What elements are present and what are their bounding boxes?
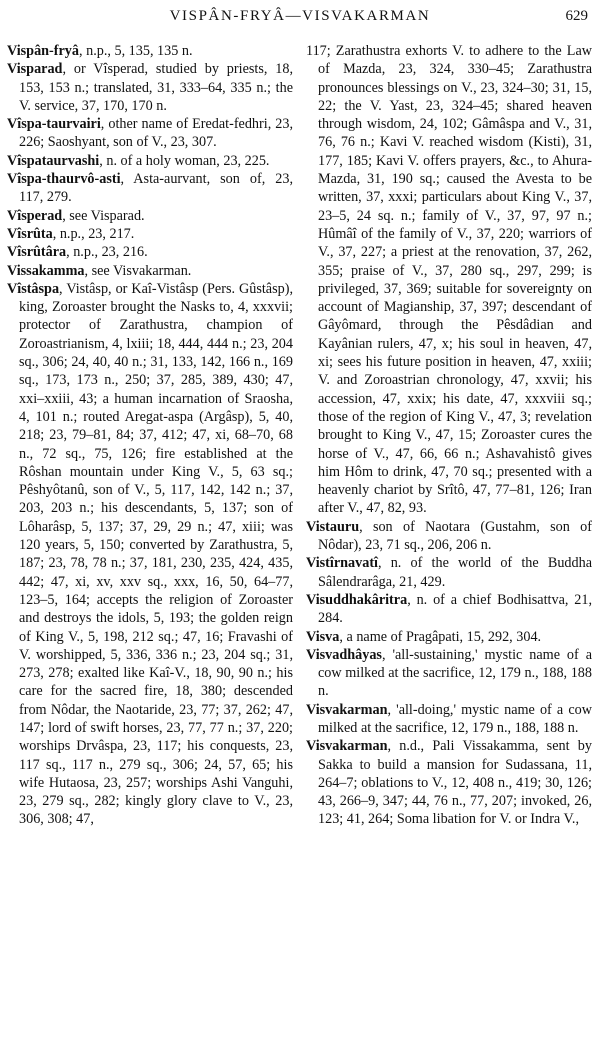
entry-headword: Visuddhakâritra <box>306 591 408 608</box>
entry-headword: Vissakamma <box>7 262 85 279</box>
entry-headword: Vîstâspa <box>7 280 60 297</box>
index-entry <box>306 628 592 646</box>
index-entry <box>306 737 592 828</box>
index-entry <box>7 207 293 225</box>
entry-headword: Vîsperad <box>7 207 63 224</box>
index-entry <box>7 280 293 829</box>
index-entry <box>7 42 293 60</box>
entry-text: , son of Naotara (Gustahm, son of Nôdar), 23, 71 sq., 206, 206 n. <box>318 518 592 554</box>
index-entry <box>7 115 293 152</box>
entry-text: , see Visvakarman. <box>84 262 192 279</box>
index-entry-continuation <box>306 42 592 518</box>
entry-text: , n. of a chief Bodhisattva, 21, 284. <box>318 591 592 627</box>
entry-headword: Vîspa-taurvairi <box>7 116 101 133</box>
entry-headword: Vispân-fryâ <box>7 43 79 59</box>
entry-text: , 'all-sustaining,' mystic name of a cow milked at the sacrifice, 12, 179 n., 188, 188 n. <box>318 646 592 700</box>
entry-text: , n.d., Pali Vissakamma, sent by Sakka to build a mansion for Sudassana, 11, 264–7; oblations to V., 12, 408 n., 419; 30, 126; 43, 266–9, 347; 44, 76 n., 77, 207; invoked, 26, 123; 41, 264; Soma libation for V. or Indra V., <box>318 738 592 828</box>
entry-text: , Vistâsp, or Kaî-Vistâsp (Pers. Gûstâsp), king, Zoroaster brought the Nasks to, 4, xxxvii; protector of Zarathustra, champion of Zoroastrianism, 4, lxiii; 18, 444, 444 n.; 23, 204 sq., 306; 24, 40, 40 n.; 31, 133, 142, 166 n., 169 sq., 173, 173 n., 250; 37, 285, 389, 430; 47, xxi–xxiii, 43; a human incarnation of Sraosha, 4, 101 n.; routed Aregat-aspa (Argâsp), 5, 40, 218; 23, 79–81, 84; 37, 412; 47, xi, 68–70, 68 n., 72 sq., 75, 126; fire established at the Rôshan mountain under King V., 5, 63 sq.; Pêshyôtanû, son of V., 5, 117, 142, 142 n.; 37, 203, 203 n.; his descendants, 5, 137; son of Lôharâsp, 5, 137; 37, 29, 29 n.; 47, xiii; was 120 years, 5, 150; converted by Zarathustra, 5, 187; 23, 78, 78 n.; 37, 181, 230, 235, 424, 435, 442; 47, xi, xv, xxv sq., xxx, 16, 50, 64–77, 123–5, 164; accepts the religion of Zoroaster and destroys the idols, 5, 193; the golden reign of King V., 5, 198, 212 sq.; 47, 16; Fravashi of V. worshipped, 5, 336, 336 n.; 23, 204 sq.; 31, 273, 278; exalted like Kaî-V., 18, 90, 90 n.; his care for the sacred fire, 18, 380; descended from Nôdar, the Naotaride, 23, 77; 37, 262; 47, 147; lord of swift horses, 23, 77, 77 n.; 37, 220; worships Drvâspa, 23, 117; his conquests, 23, 117 sq., 117 n., 279 sq., 306; 24, 57, 65; his wife Hutaosa, 23, 257; worships Ashi Vanguhi, 23, 279 sq., 282; kingly glory clave to V., 23, 306, 308; 47, <box>19 280 293 828</box>
running-head-title: VISPÂN-FRYÂ—VISVAKARMAN <box>169 8 431 24</box>
entry-headword: Vistauru <box>306 518 360 535</box>
entry-text: , n. of the world of the Buddha Sâlendrarâga, 21, 429. <box>318 555 592 590</box>
entry-text: , n.p., 5, 135, 135 n. <box>79 43 193 59</box>
index-entry <box>306 591 592 628</box>
entry-text: , see Visparad. <box>62 207 145 224</box>
entry-headword: Visvakarman <box>306 701 388 718</box>
entry-headword: Visvadhâyas <box>306 646 382 663</box>
index-entry <box>7 170 293 207</box>
index-entry <box>306 646 592 701</box>
entry-headword: Vîsrûta <box>7 225 53 242</box>
entry-headword: Vîspa-thaurvô-asti <box>7 171 121 188</box>
entry-text: , Asta-aurvant, son of, 23, 117, 279. <box>19 171 293 206</box>
index-entry <box>7 225 293 243</box>
entry-headword: Vistîrnavatî <box>306 555 378 572</box>
entry-text: , or Vîsperad, studied by priests, 18, 153, 153 n.; translated, 31, 333–64, 335 n.; the V. service, 37, 170, 170 n. <box>19 61 293 114</box>
entry-text: , a name of Pragâpati, 15, 292, 304. <box>339 628 542 645</box>
page-number: 629 <box>565 8 588 24</box>
index-entry <box>306 518 592 555</box>
entry-text: 117; Zarathustra exhorts V. to adhere to the Law of Mazda, 23, 324, 330–45; Zarathustra pronounces blessings on V., 23, 324–30; 31, 15, 22; the V. Yast, 23, 324–45; shared heaven through wisdom, 24, 102; Gâmâspa and V., 31, 76, 76 n.; Kavi V. reached wisdom (Kisti), 31, 177, 185; Kavi V. offers prayers, &c., to Ahura-Mazda, 31, 190 sq.; caused the Avesta to be written, 37, xxxi; particulars about King V., 37, 23–5, 24 sq. n.; family of V., 37, 97, 97 n.; Hûmâî of the family of V., 37, 220; warriors of V., 37, 227; a priest at the renovation, 37, 262, 355; praise of V., 37, 280 sq., 297, 299; is privileged, 37, 369; suitable for sovereignty on account of Magianship, 37, 397; descendant of Gâyômard, through the Pêsdâdian and Kayânian rulers, 47, x; his soul in heaven, 47, xi; sees his future position in heaven, 47, xxiii; V. and Zoroastrian chronology, 47, xxvii; his accession, 47, xxix; his date, 47, xxxviii sq.; those of the region of King V., 47, 3; revelation brought to King V., 47, 15; Zoroaster cures the horse of V., 47, 66, 66 n.; Ashavahistô gives him Hôm to drink, 47, 70 sq.; presented with a heavenly chariot by Srîtô, 47, 77–81, 126; Iran after V., 47, 82, 93. <box>306 43 592 517</box>
entry-text: , other name of Eredat-fedhri, 23, 226; Saoshyant, son of V., 23, 307. <box>19 116 293 151</box>
entry-text: , n.p., 23, 216. <box>66 244 148 261</box>
index-entry <box>7 243 293 261</box>
page-header <box>10 8 590 32</box>
index-entry <box>7 60 293 115</box>
entry-headword: Vîsrûtâra <box>7 244 67 261</box>
entry-text: , n. of a holy woman, 23, 225. <box>99 152 270 169</box>
index-entry <box>306 701 592 738</box>
entry-headword: Visva <box>306 628 340 645</box>
entry-headword: Vîspataurvashi <box>7 152 100 169</box>
entry-text: , n.p., 23, 217. <box>52 225 135 242</box>
entry-headword: Visvakarman <box>306 738 388 755</box>
right-column <box>306 42 592 829</box>
entry-text: , 'all-doing,' mystic name of a cow milked at the sacrifice, 12, 179 n., 188, 188 n. <box>318 701 592 736</box>
entry-headword: Visparad <box>7 61 63 78</box>
left-column <box>7 42 293 829</box>
index-entry <box>7 152 293 170</box>
index-entry <box>7 262 293 280</box>
index-entry <box>306 554 592 591</box>
